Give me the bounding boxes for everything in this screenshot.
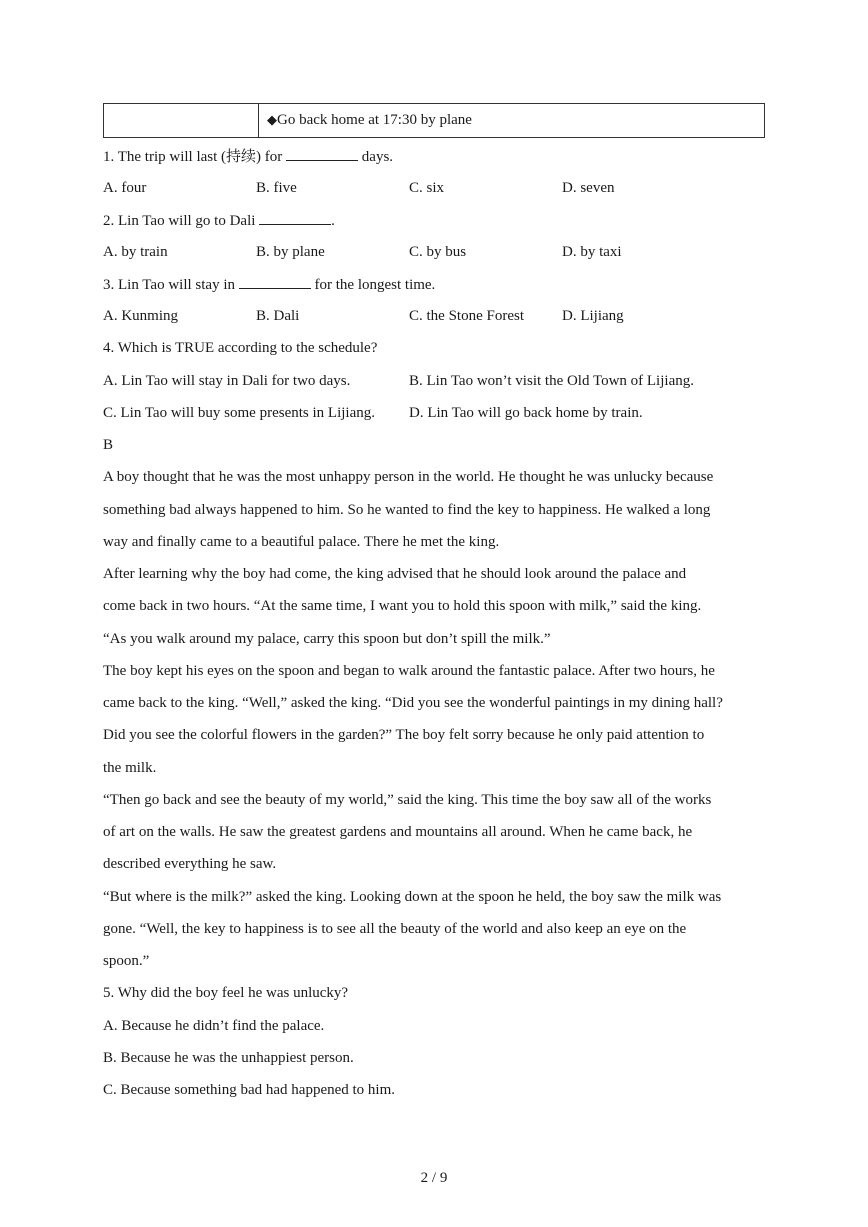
question-3-options (103, 306, 773, 326)
option-c: C. Because something bad had happened to him. (103, 1082, 396, 1098)
passage-line: Did you see the colorful flowers in the garden?” The boy felt sorry because he only paid attention to (103, 727, 705, 743)
option-b: B. Lin Tao won’t visit the Old Town of Lijiang. (409, 373, 694, 389)
diamond-bullet-icon: ◆ (267, 112, 277, 127)
question-5: 5. Why did the boy feel he was unlucky? (103, 985, 349, 1001)
question-4-options-row-2 (103, 403, 773, 423)
question-4-options-row-1 (103, 371, 773, 391)
page-number: 2 / 9 (420, 1170, 448, 1186)
answer-blank (239, 274, 311, 289)
option-b: B. five (256, 180, 297, 196)
question-1 (103, 146, 393, 167)
question-4: 4. Which is TRUE according to the schedule? (103, 340, 378, 356)
passage-line: gone. “Well, the key to happiness is to see all the beauty of the world and also keep an eye on the (103, 921, 687, 937)
passage-line: “But where is the milk?” asked the king. Looking down at the spoon he held, the boy saw the milk was (103, 889, 722, 905)
schedule-table-empty-cell (104, 104, 259, 138)
passage-line: came back to the king. “Well,” asked the king. “Did you see the wonderful paintings in my dining hall? (103, 695, 723, 711)
passage-line: the milk. (103, 760, 157, 776)
question-2-suffix: . (331, 213, 335, 229)
passage-line: way and finally came to a beautiful palace. There he met the king. (103, 534, 500, 550)
option-b: B. Dali (256, 308, 300, 324)
answer-blank (286, 146, 358, 161)
option-c: C. the Stone Forest (409, 308, 524, 324)
option-c: C. Lin Tao will buy some presents in Lijiang. (103, 405, 375, 421)
schedule-item-text: Go back home at 17:30 by plane (277, 112, 472, 128)
passage-line: “As you walk around my palace, carry this spoon but don’t spill the milk.” (103, 631, 551, 647)
passage-line: spoon.” (103, 953, 150, 969)
schedule-table-last-row (103, 103, 765, 138)
passage-line: After learning why the boy had come, the king advised that he should look around the palace and (103, 566, 687, 582)
option-a: A. four (103, 180, 147, 196)
option-a: A. by train (103, 244, 168, 260)
answer-blank (259, 210, 331, 225)
section-heading: B (103, 437, 114, 453)
option-b: B. by plane (256, 244, 325, 260)
question-1-prefix: 1. The trip will last (持续) for (103, 149, 283, 165)
question-3 (103, 274, 435, 295)
option-a: A. Because he didn’t find the palace. (103, 1018, 325, 1034)
passage-line: come back in two hours. “At the same time, I want you to hold this spoon with milk,” said the king. (103, 598, 702, 614)
question-2-prefix: 2. Lin Tao will go to Dali (103, 213, 256, 229)
passage-line: The boy kept his eyes on the spoon and began to walk around the fantastic palace. After two hours, he (103, 663, 715, 679)
question-2 (103, 210, 335, 231)
option-a: A. Kunming (103, 308, 178, 324)
passage-line: described everything he saw. (103, 856, 277, 872)
schedule-table-cell (259, 104, 765, 138)
question-1-suffix: days. (361, 149, 394, 165)
option-d: D. seven (562, 180, 615, 196)
question-2-options (103, 242, 773, 262)
option-b: B. Because he was the unhappiest person. (103, 1050, 354, 1066)
question-3-suffix: for the longest time. (314, 277, 436, 293)
passage-line: something bad always happened to him. So he wanted to find the key to happiness. He walked a long (103, 502, 711, 518)
option-d: D. by taxi (562, 244, 622, 260)
option-c: C. by bus (409, 244, 467, 260)
passage-line: “Then go back and see the beauty of my world,” said the king. This time the boy saw all of the works (103, 792, 712, 808)
passage-line: of art on the walls. He saw the greatest gardens and mountains all around. When he came back, he (103, 824, 693, 840)
option-c: C. six (409, 180, 445, 196)
option-a: A. Lin Tao will stay in Dali for two days. (103, 373, 351, 389)
option-d: D. Lin Tao will go back home by train. (409, 405, 643, 421)
passage-line: A boy thought that he was the most unhappy person in the world. He thought he was unlucky because (103, 469, 714, 485)
option-d: D. Lijiang (562, 308, 624, 324)
question-3-prefix: 3. Lin Tao will stay in (103, 277, 235, 293)
question-1-options (103, 178, 773, 198)
